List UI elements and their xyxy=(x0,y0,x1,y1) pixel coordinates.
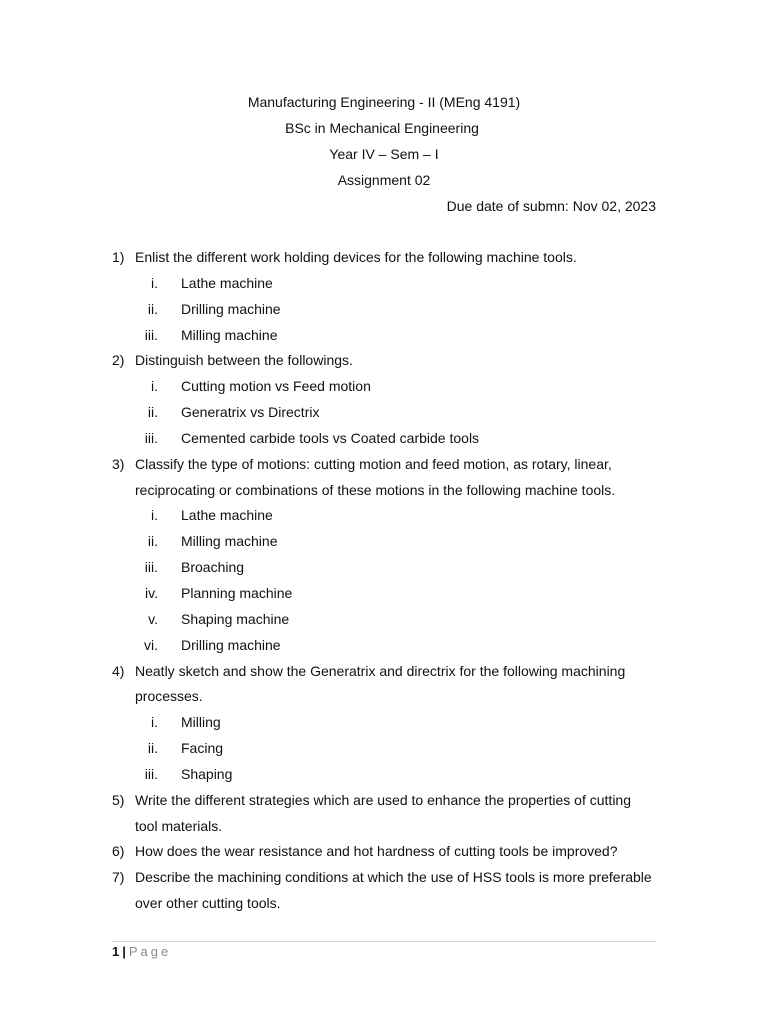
question-line xyxy=(0,686,768,712)
sub-item-number: iii. xyxy=(144,559,158,576)
question-line xyxy=(0,350,768,376)
sub-item xyxy=(0,325,768,351)
sub-item-text: Generatrix vs Directrix xyxy=(181,404,320,421)
question-list xyxy=(0,247,768,919)
sub-item-text: Drilling machine xyxy=(181,636,281,653)
question-text: Distinguish between the followings. xyxy=(135,352,353,369)
sub-item-text: Cemented carbide tools vs Coated carbide tools xyxy=(181,429,480,446)
question-line xyxy=(0,893,768,919)
question-number: 5) xyxy=(112,791,125,808)
sub-item xyxy=(0,402,768,428)
page-label: Page xyxy=(128,944,172,959)
question-line xyxy=(0,867,768,893)
sub-item-number: iii. xyxy=(144,326,158,343)
question-line xyxy=(0,454,768,480)
program-name: BSc in Mechanical Engineering xyxy=(285,120,479,136)
sub-item-text: Milling machine xyxy=(181,326,278,343)
sub-item-text: Broaching xyxy=(181,559,245,576)
sub-item xyxy=(0,531,768,557)
question-line xyxy=(0,841,768,867)
question-number: 1) xyxy=(112,249,125,265)
question-number: 2) xyxy=(112,352,125,369)
sub-item-number: vi. xyxy=(144,636,158,653)
question-number: 7) xyxy=(112,869,125,886)
sub-item xyxy=(0,764,768,790)
sub-item xyxy=(0,635,768,661)
question-text: over other cutting tools. xyxy=(135,895,281,912)
question-text: Neatly sketch and show the Generatrix and directrix for the following machining xyxy=(135,662,626,679)
sub-item-text: Cutting motion vs Feed motion xyxy=(181,378,371,395)
question-line xyxy=(0,247,768,273)
question-line xyxy=(0,816,768,842)
question-number: 3) xyxy=(112,455,125,472)
question-text: tool materials. xyxy=(135,817,223,834)
sub-item-number: iii. xyxy=(144,429,158,446)
sub-item xyxy=(0,428,768,454)
sub-item-number: i. xyxy=(151,274,158,291)
sub-item-number: v. xyxy=(148,610,158,627)
sub-item-text: Shaping machine xyxy=(181,610,290,627)
sub-item-text: Lathe machine xyxy=(181,507,273,524)
sub-item-text: Drilling machine xyxy=(181,300,281,317)
question-text: How does the wear resistance and hot hardness of cutting tools be improved? xyxy=(135,843,618,860)
sub-item xyxy=(0,583,768,609)
question-text: Classify the type of motions: cutting motion and feed motion, as rotary, linear, xyxy=(135,455,612,472)
sub-item xyxy=(0,712,768,738)
sub-item-text: Lathe machine xyxy=(181,274,273,291)
sub-item-number: iv. xyxy=(145,584,158,601)
sub-item-number: ii. xyxy=(147,533,158,550)
question-line xyxy=(0,480,768,506)
question-text: Write the different strategies which are used to enhance the properties of cutting xyxy=(135,791,631,808)
footer-separator: | xyxy=(122,944,126,959)
course-title: Manufacturing Engineering - II (MEng 4191) xyxy=(247,94,521,110)
footer-divider xyxy=(112,941,656,942)
sub-item-number: i. xyxy=(151,714,158,731)
sub-item xyxy=(0,299,768,325)
question-number: 6) xyxy=(112,843,125,860)
question-line xyxy=(0,661,768,687)
question-number: 4) xyxy=(112,662,125,679)
page-footer xyxy=(112,943,171,961)
question-text: processes. xyxy=(135,688,203,705)
sub-item-text: Planning machine xyxy=(181,584,293,601)
sub-item xyxy=(0,376,768,402)
sub-item-text: Milling machine xyxy=(181,533,278,550)
sub-item-number: ii. xyxy=(147,740,158,757)
due-date: Due date of submn: Nov 02, 2023 xyxy=(446,198,656,214)
sub-item-text: Shaping xyxy=(181,765,233,782)
question-text: Enlist the different work holding devices for the following machine tools. xyxy=(135,249,577,265)
sub-item-number: ii. xyxy=(147,404,158,421)
question-line xyxy=(0,790,768,816)
sub-item-number: ii. xyxy=(147,300,158,317)
sub-item xyxy=(0,505,768,531)
sub-item-text: Facing xyxy=(181,740,224,757)
sub-item xyxy=(0,273,768,299)
sub-item xyxy=(0,557,768,583)
year-semester: Year IV – Sem – I xyxy=(329,146,439,162)
sub-item-number: i. xyxy=(151,378,158,395)
question-text: Describe the machining conditions at which the use of HSS tools is more preferable xyxy=(135,869,652,886)
sub-item-number: i. xyxy=(151,507,158,524)
assignment-title: Assignment 02 xyxy=(337,172,431,188)
page-number: 1 xyxy=(112,944,120,959)
sub-item-text: Milling xyxy=(181,714,221,731)
sub-item xyxy=(0,738,768,764)
sub-item-number: iii. xyxy=(144,765,158,782)
question-text: reciprocating or combinations of these motions in the following machine tools. xyxy=(135,481,616,498)
sub-item xyxy=(0,609,768,635)
